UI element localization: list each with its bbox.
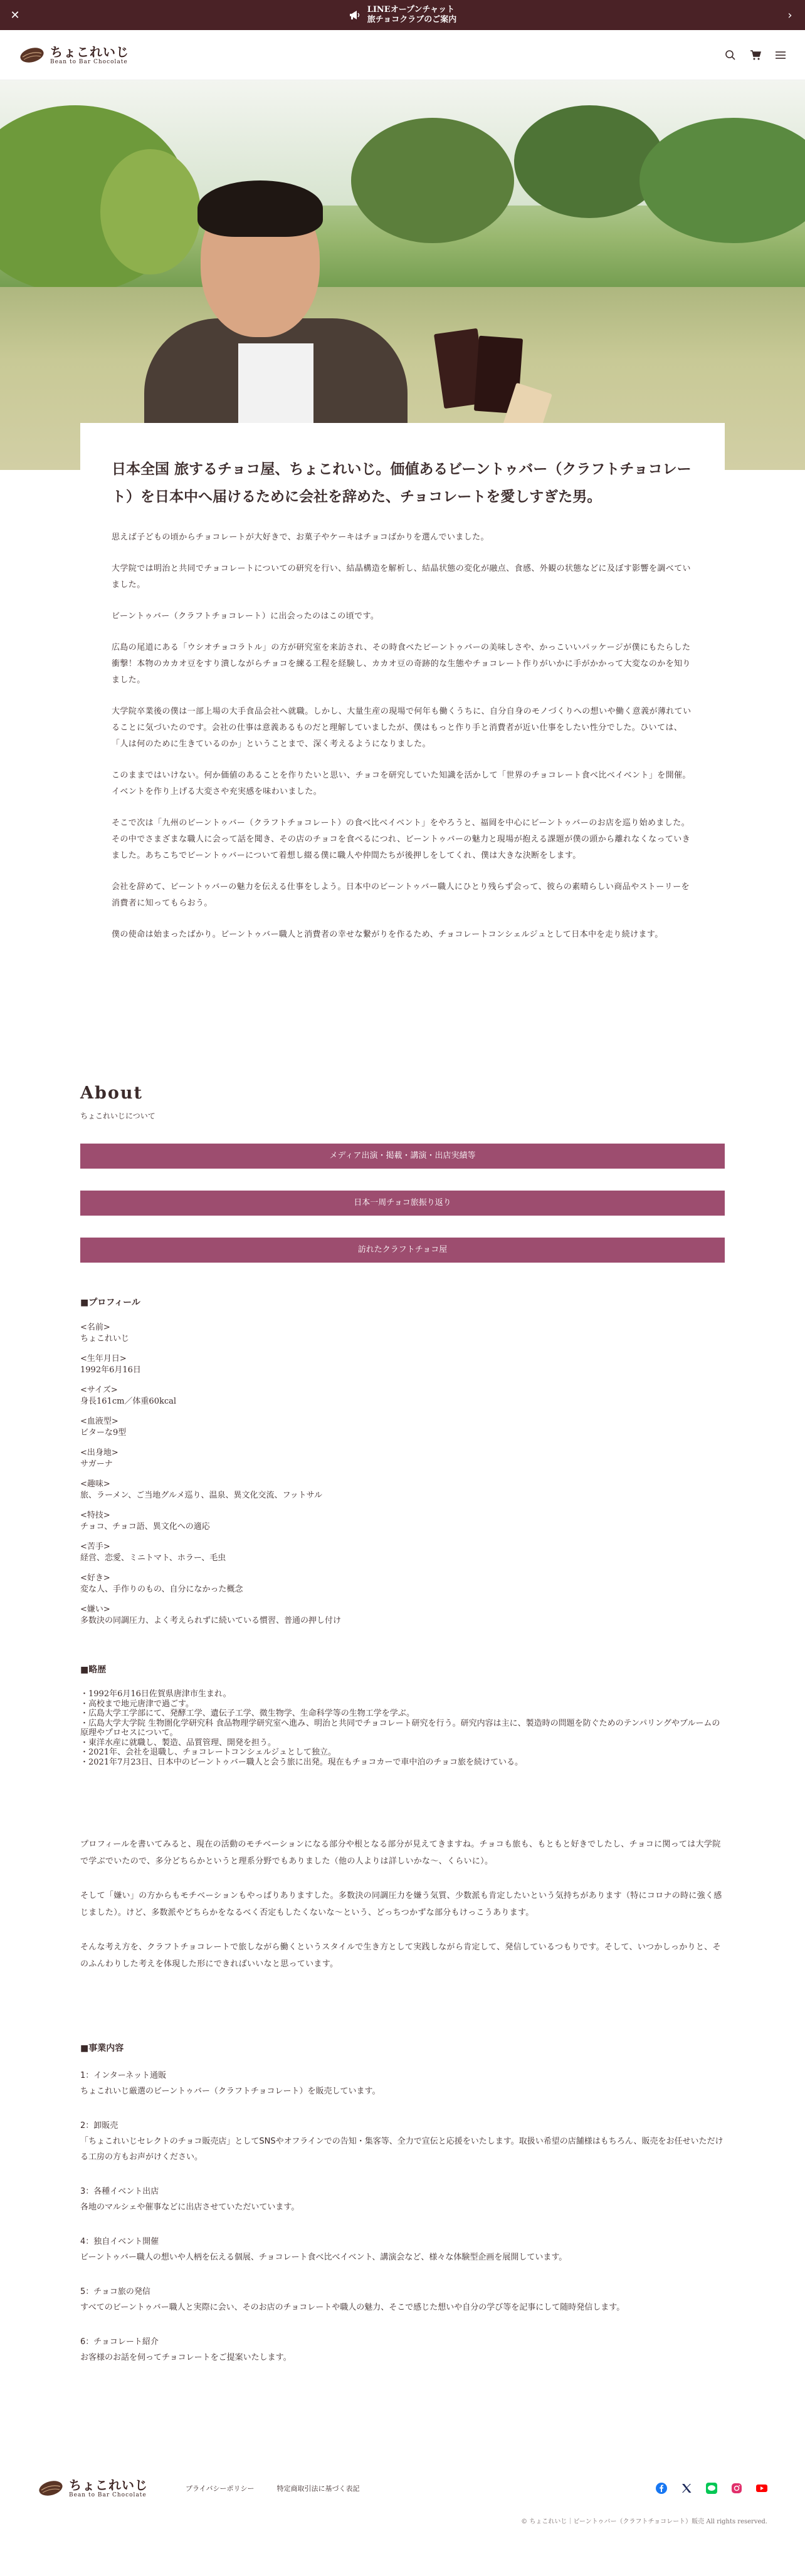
business-item	[80, 2234, 725, 2265]
announcement-line2: 旅チョコクラブのご案内	[367, 15, 457, 24]
cart-icon[interactable]	[750, 50, 761, 61]
profile-heading: ■プロフィール	[80, 1298, 140, 1308]
intro-card	[80, 423, 725, 983]
profile-value: ちょこれいじ	[80, 1334, 130, 1343]
youtube-icon[interactable]	[756, 2483, 767, 2494]
business-item	[80, 2068, 725, 2099]
profile-value: 変な人、手作りのもの、自分になかった概念	[80, 1585, 243, 1594]
brand-logo-link[interactable]	[19, 45, 129, 65]
menu-icon[interactable]	[775, 50, 786, 61]
narrative-section	[0, 1836, 805, 1973]
profile-item	[80, 1416, 725, 1439]
profile-item	[80, 1604, 725, 1627]
business-desc: 「ちょこれいじセレクトのチョコ販売店」としてSNSやオフラインでの告知・集客等、全力で宣伝と応援をいたします。取扱い希望の店舗様はもちろん、販売をお任せいただける工房の方もお声がけください。	[80, 2137, 723, 2162]
business-section	[0, 2042, 805, 2365]
business-title: 3：各種イベント出店	[80, 2187, 159, 2196]
profile-item	[80, 1541, 725, 1564]
hero-image	[0, 80, 805, 470]
about-subtitle: ちょこれいじについて	[80, 1112, 155, 1120]
megaphone-icon	[349, 10, 361, 20]
profile-item	[80, 1353, 725, 1376]
cacao-logo-icon	[19, 46, 45, 65]
brand-tagline: Bean to Bar Chocolate	[50, 58, 128, 65]
announcement-link[interactable]	[349, 5, 457, 25]
history-item: ・広島大学工学部にて、発酵工学、遺伝子工学、微生物学、生命科学等の生物工学を学ぶ。	[80, 1709, 415, 1718]
visited-shops-button[interactable]: 訪れたクラフトチョコ屋	[80, 1238, 725, 1263]
history-item: ・1992年6月16日佐賀県唐津市生まれ。	[80, 1689, 231, 1699]
profile-label: <血液型>	[80, 1417, 118, 1426]
announcement-bar	[0, 0, 805, 30]
facebook-icon[interactable]	[656, 2483, 667, 2494]
history-section	[0, 1663, 805, 1767]
narrative-paragraph: プロフィールを書いてみると、現在の活動のモチベーションになる部分や根となる部分が見えてきますね。チョコも旅も、もともと好きでしたし、チョコに関っては大学院で学ぶでいたので、多分どちらかというと理系分野でもありました（他の人よりは詳しいかな〜、くらいに）。	[80, 1840, 721, 1866]
profile-label: <名前>	[80, 1323, 110, 1332]
history-item: ・2021年7月23日、日本中のビーントゥバー職人と会う旅に出発。現在もチョコカーで車中泊のチョコ旅を続けている。	[80, 1757, 524, 1767]
narrative-paragraph: そんな考え方を、クラフトチョコレートで旅しながら働くというスタイルで生き方として実践しながら肯定して、発信しているつもりです。そして、いつかしっかりと、そのふんわりした考えを体現した形にできればいいなと思っています。	[80, 1942, 721, 1969]
intro-paragraph: 広島の尾道にある「ウシオチョコラトル」の方が研究室を来訪され、その時食べたビーントゥバーの美味しさや、かっこいいパッケージが僕にもたらした衝撃！本物のカカオ豆をすり潰しながらチョコを練る工程を経験し、カカオ豆の奇跡的な生態やチョコレート作りがいかに手がかかって大変なのかを知りました。	[112, 643, 691, 685]
business-item	[80, 2284, 725, 2315]
business-item	[80, 2118, 725, 2165]
intro-paragraph: 僕の使命は始まったばかり。ビーントゥバー職人と消費者の幸せな繋がりを作るため、チョコレートコンシェルジュとして日本中を走り続けます。	[112, 930, 663, 939]
history-item: ・高校まで地元唐津で過ごす。	[80, 1699, 194, 1709]
intro-paragraph: 大学院卒業後の僕は一部上場の大手食品会社へ就職。しかし、大量生産の現場で何年も働くうちに、自分自身のモノづくりへの想いや働く意義が薄れていることに気づいたのです。会社の仕事は意義あるものだと理解していましたが、僕はもっと作り手と消費者が近い仕事をしたい性分でした。ひいては、「人は何のために生きているのか」ということまで、深く考えるようになりました。	[112, 707, 692, 749]
business-desc: ビーントゥバー職人の想いや人柄を伝える個展、チョコレート食べ比べイベント、講演会など、様々な体験型企画を展開しています。	[80, 2253, 567, 2262]
chevron-right-icon[interactable]: ›	[787, 8, 792, 22]
commercial-law-link[interactable]: 特定商取引法に基づく表記	[276, 2485, 360, 2493]
about-section	[0, 983, 805, 1263]
copyright-text: © ちょこれいじ｜ビーントゥバー（クラフトチョコレート）販売 All rights reserved.	[521, 2518, 767, 2525]
footer-brand-link[interactable]	[38, 2478, 148, 2498]
profile-label: <苦手>	[80, 1542, 110, 1551]
footer-brand-name: ちょこれいじ	[69, 2478, 148, 2493]
profile-value: サガーナ	[80, 1459, 113, 1469]
cacao-logo-icon	[38, 2479, 64, 2498]
intro-paragraph: そこで次は「九州のビーントゥバー（クラフトチョコレート）の食べ比べイベント」をやろうと、福岡を中心にビーントゥバーのお店を巡り始めました。その中でさまざまな職人に会って話を聞き、その店のチョコを食べるにつれ、ビーントゥバーの魅力と現場が抱える課題が僕の頭から離れなくなっていきました。あちこちでビーントゥバーについて着想し綴る僕に職人や仲間たちが後押しをしてくれ、僕は大きな決断をします。	[112, 818, 691, 860]
profile-item	[80, 1479, 725, 1501]
brand-name: ちょこれいじ	[50, 44, 129, 60]
business-title: 4：独自イベント開催	[80, 2237, 159, 2246]
announcement-line1: LINEオープンチャット	[367, 5, 455, 14]
profile-section	[0, 1296, 805, 1627]
line-icon[interactable]	[706, 2483, 717, 2494]
business-title: 5：チョコ旅の発信	[80, 2287, 150, 2297]
intro-paragraph: 会社を辞めて、ビーントゥバーの魅力を伝える仕事をしよう。日本中のビーントゥバー職人にひとり残らず会って、彼らの素晴らしい商品やストーリーを消費者に知ってもらおう。	[112, 882, 690, 908]
media-achievements-button[interactable]: メディア出演・掲載・講演・出店実績等	[80, 1144, 725, 1169]
profile-value: ビターな9型	[80, 1428, 127, 1437]
profile-item	[80, 1510, 725, 1533]
intro-title: 日本全国 旅するチョコ屋、ちょこれいじ。価値あるビーントゥバー（クラフトチョコレート）を日本中へ届けるために会社を辞めた、チョコレートを愛しすぎた男。	[112, 461, 692, 505]
about-title: About	[80, 1083, 143, 1103]
japan-tour-recap-button[interactable]: 日本一周チョコ旅振り返り	[80, 1191, 725, 1216]
history-heading: ■略歴	[80, 1665, 107, 1675]
x-icon[interactable]	[681, 2483, 692, 2494]
profile-value: 経営、恋愛、ミニトマト、ホラー、毛虫	[80, 1553, 226, 1563]
intro-paragraph: ビーントゥバー（クラフトチョコレート）に出会ったのはこの頃です。	[112, 612, 379, 621]
close-icon[interactable]: ✕	[10, 8, 20, 22]
history-item: ・東洋水産に就職し、製造、品質管理、開発を担う。	[80, 1738, 276, 1748]
business-desc: すべてのビーントゥバー職人と実際に会い、そのお店のチョコレートや職人の魅力、そこで感じた想いや自分の学び等を記事にして随時発信します。	[80, 2303, 625, 2312]
business-title: 6：チョコレート紹介	[80, 2337, 159, 2347]
profile-item	[80, 1385, 725, 1407]
profile-value: 多数決の同調圧力、よく考えられずに続いている慣習、普通の押し付け	[80, 1616, 342, 1625]
business-desc: 各地のマルシェや催事などに出店させていただいています。	[80, 2203, 300, 2212]
intro-paragraph: このままではいけない。何か価値のあることを作りたいと思い、チョコを研究していた知識を活かして「世界のチョコレート食べ比べイベント」を開催。イベントを作り上げる大変さや充実感を味わいました。	[112, 771, 691, 796]
intro-paragraph: 大学院では明治と共同でチョコレートについての研究を行い、結晶構造を解析し、結晶状態の変化が融点、食感、外観の状態などに及ぼす影響を調べていました。	[112, 564, 691, 590]
business-heading: ■事業内容	[80, 2043, 124, 2053]
business-desc: ちょこれいじ厳選のビーントゥバー（クラフトチョコレート）を販売しています。	[80, 2087, 381, 2096]
instagram-icon[interactable]	[731, 2483, 742, 2494]
profile-label: <サイズ>	[80, 1385, 118, 1395]
profile-label: <趣味>	[80, 1479, 110, 1489]
business-item	[80, 2184, 725, 2215]
profile-value: 1992年6月16日	[80, 1365, 141, 1375]
history-item: ・広島大学大学院 生物圏化学研究科 食品物理学研究室へ進み、明治と共同でチョコレート研究を行う。研究内容は主に、製造時の問題を防ぐためのテンパリングやブルームの原理やプロセスについて。	[80, 1718, 720, 1738]
profile-label: <特技>	[80, 1511, 110, 1520]
business-title: 2：卸販売	[80, 2121, 118, 2130]
business-title: 1：インターネット通販	[80, 2071, 167, 2080]
business-item	[80, 2334, 725, 2365]
intro-paragraph: 思えば子どもの頃からチョコレートが大好きで、お菓子やケーキはチョコばかりを選んでいました。	[112, 533, 489, 542]
profile-item	[80, 1573, 725, 1595]
site-header	[0, 30, 805, 80]
narrative-paragraph: そして「嫌い」の方からもモチベーションもやっぱりありますした。多数決の同調圧力を嫌う気質、少数派も肯定したいという気持ちがあります（特にコロナの時に強く感じました）。けど、多数派やどちらかをなるべく否定もしたくないな〜という、どっちつかずな部分もけっこうあります。	[80, 1891, 722, 1917]
privacy-policy-link[interactable]: プライバシーポリシー	[186, 2485, 255, 2493]
profile-label: <嫌い>	[80, 1605, 110, 1614]
history-item: ・2021年、会社を退職し、チョコレートコンシェルジュとして独立。	[80, 1748, 337, 1757]
profile-item	[80, 1447, 725, 1470]
profile-item	[80, 1322, 725, 1345]
profile-label: <好き>	[80, 1573, 110, 1583]
search-icon[interactable]	[725, 50, 736, 61]
site-footer	[0, 2478, 805, 2550]
announcement-text	[367, 5, 457, 25]
profile-value: 身長161cm／体重60kcal	[80, 1397, 177, 1406]
business-desc: お客様のお話を伺ってチョコレートをご提案いたします。	[80, 2353, 292, 2362]
footer-brand-tagline: Bean to Bar Chocolate	[69, 2492, 147, 2498]
profile-label: <生年月日>	[80, 1354, 127, 1364]
profile-value: チョコ、チョコ語、異文化への適応	[80, 1522, 210, 1531]
profile-value: 旅、ラーメン、ご当地グルメ巡り、温泉、異文化交流、フットサル	[80, 1491, 322, 1500]
profile-label: <出身地>	[80, 1448, 118, 1457]
